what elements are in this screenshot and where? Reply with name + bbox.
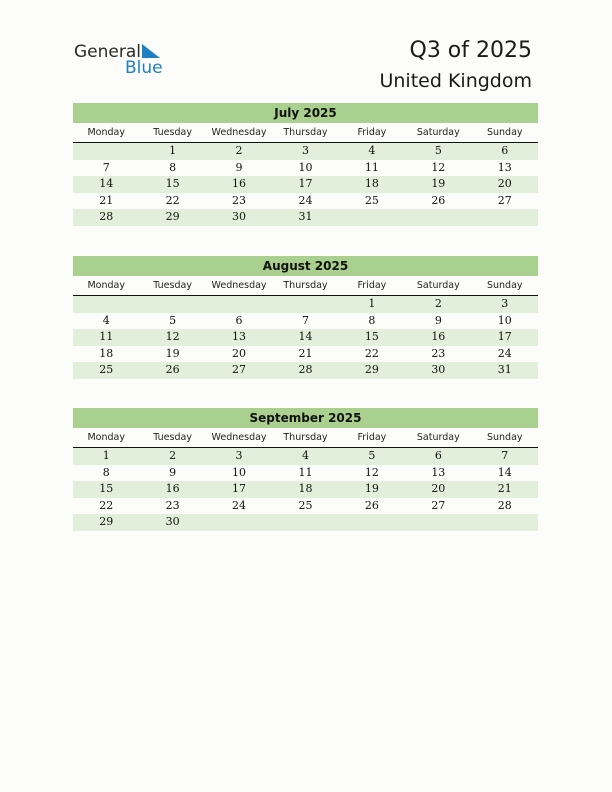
day-cell [339,514,405,531]
week-row [73,481,538,498]
weekday-label: Sunday [486,280,523,291]
day-cell [206,514,272,531]
day-cell: 30 [165,515,180,528]
day-cell: 5 [368,449,376,462]
day-cell: 27 [431,498,446,512]
week-row [73,514,538,531]
week-row [73,296,538,313]
weekday-header-row [73,124,538,143]
weekday-label: Saturday [416,280,460,291]
week-row [73,176,538,193]
weekday-label: Saturday [416,432,460,443]
day-cell [73,143,139,160]
day-cell: 10 [232,465,247,479]
day-cell: 8 [169,160,177,174]
weekday-header-row [73,429,538,448]
day-cell: 24 [497,346,512,360]
day-cell: 13 [431,465,446,479]
day-cell: 25 [364,193,379,207]
day-cell: 17 [298,177,313,190]
weekday-label: Monday [87,127,125,138]
week-row [73,143,538,160]
day-cell: 16 [232,177,247,190]
day-cell: 4 [301,449,309,462]
day-cell: 21 [99,193,114,207]
day-cell: 23 [431,346,446,360]
logo [74,42,174,78]
day-cell [472,514,538,531]
month-header: July 2025 [73,103,538,123]
day-cell: 6 [235,313,243,327]
day-cell: 29 [165,210,180,223]
day-cell: 1 [102,449,110,462]
weekday-label: Tuesday [153,432,192,443]
weekday-label: Monday [87,432,125,443]
day-cell: 19 [364,482,379,495]
weekday-label: Wednesday [211,432,267,443]
day-cell: 7 [102,160,110,174]
month-calendar-august [73,256,538,379]
weekday-label: Thursday [283,432,328,443]
weekday-label: Wednesday [211,280,267,291]
day-cell: 12 [165,330,180,343]
weekday-label: Wednesday [211,127,267,138]
day-cell: 9 [235,160,243,174]
month-calendar-july [73,103,538,226]
weekday-header-row [73,277,538,296]
day-cell: 28 [298,363,313,376]
day-cell: 12 [364,465,379,479]
day-cell: 21 [497,482,512,495]
day-cell: 26 [364,498,379,512]
weekday-label: Friday [357,127,387,138]
month-header: August 2025 [73,256,538,276]
day-cell: 11 [99,330,114,343]
day-cell: 19 [165,346,180,360]
day-cell: 14 [99,177,114,190]
day-cell: 30 [431,363,446,376]
day-cell: 1 [368,297,376,310]
day-cell: 22 [364,346,379,360]
logo-text-blue: Blue [125,58,163,78]
day-cell: 15 [364,330,379,343]
day-cell: 12 [431,160,446,174]
day-cell: 18 [298,482,313,495]
day-cell: 13 [232,330,247,343]
week-row [73,362,538,379]
day-cell: 8 [368,313,376,327]
week-row [73,313,538,330]
day-cell: 16 [431,330,446,343]
week-row [73,193,538,210]
day-cell: 2 [434,297,442,310]
logo-text-general: General [74,42,141,62]
day-cell: 7 [301,313,309,327]
day-cell [139,296,205,313]
weekday-label: Sunday [486,127,523,138]
day-cell: 21 [298,346,313,360]
day-cell: 11 [364,160,379,174]
week-row [73,465,538,482]
day-cell: 19 [431,177,446,190]
day-cell: 6 [501,144,509,157]
day-cell [339,209,405,226]
day-cell: 28 [99,210,114,223]
day-cell: 26 [165,363,180,376]
day-cell: 24 [232,498,247,512]
day-cell: 4 [102,313,110,327]
weekday-label: Tuesday [153,127,192,138]
week-row [73,209,538,226]
day-cell: 17 [232,482,247,495]
day-cell: 1 [169,144,177,157]
weekday-label: Tuesday [153,280,192,291]
weekday-label: Friday [357,432,387,443]
day-cell: 6 [434,449,442,462]
day-cell: 17 [497,330,512,343]
day-cell: 29 [99,515,114,528]
day-cell [405,209,471,226]
day-cell: 5 [434,144,442,157]
weekday-label: Saturday [416,127,460,138]
day-cell: 14 [298,330,313,343]
month-header: September 2025 [73,408,538,428]
weekday-label: Sunday [486,432,523,443]
day-cell: 15 [165,177,180,190]
day-cell: 16 [165,482,180,495]
day-cell: 15 [99,482,114,495]
day-cell: 7 [501,449,509,462]
day-cell: 25 [99,363,114,376]
day-cell: 3 [235,449,243,462]
day-cell: 27 [232,363,247,376]
day-cell: 10 [497,313,512,327]
day-cell: 2 [169,449,177,462]
day-cell: 18 [364,177,379,190]
day-cell [472,209,538,226]
month-calendar-september [73,408,538,531]
day-cell: 11 [298,465,313,479]
day-cell: 30 [232,210,247,223]
day-cell: 9 [169,465,177,479]
day-cell: 31 [497,363,512,376]
day-cell: 18 [99,346,114,360]
week-row [73,498,538,515]
week-row [73,346,538,363]
day-cell: 8 [102,465,110,479]
day-cell: 9 [434,313,442,327]
day-cell: 27 [497,193,512,207]
week-row [73,329,538,346]
day-cell: 29 [364,363,379,376]
weekday-label: Thursday [283,127,328,138]
day-cell: 10 [298,160,313,174]
day-cell: 20 [232,346,247,360]
day-cell: 4 [368,144,376,157]
day-cell: 31 [298,210,313,223]
day-cell: 26 [431,193,446,207]
weekday-label: Monday [87,280,125,291]
day-cell: 23 [232,193,247,207]
week-row [73,160,538,177]
page-subtitle: United Kingdom [379,70,532,92]
weekday-label: Friday [357,280,387,291]
day-cell: 2 [235,144,243,157]
day-cell: 20 [431,482,446,495]
day-cell [272,296,338,313]
day-cell: 13 [497,160,512,174]
day-cell: 5 [169,313,177,327]
day-cell [206,296,272,313]
day-cell: 25 [298,498,313,512]
page-title: Q3 of 2025 [409,38,532,63]
day-cell: 20 [497,177,512,190]
day-cell: 14 [497,465,512,479]
day-cell: 24 [298,193,313,207]
day-cell: 28 [497,498,512,512]
day-cell [73,296,139,313]
day-cell [405,514,471,531]
day-cell: 23 [165,498,180,512]
weekday-label: Thursday [283,280,328,291]
day-cell [272,514,338,531]
week-row [73,448,538,465]
day-cell: 22 [165,193,180,207]
day-cell: 3 [501,297,509,310]
day-cell: 22 [99,498,114,512]
day-cell: 3 [301,144,309,157]
